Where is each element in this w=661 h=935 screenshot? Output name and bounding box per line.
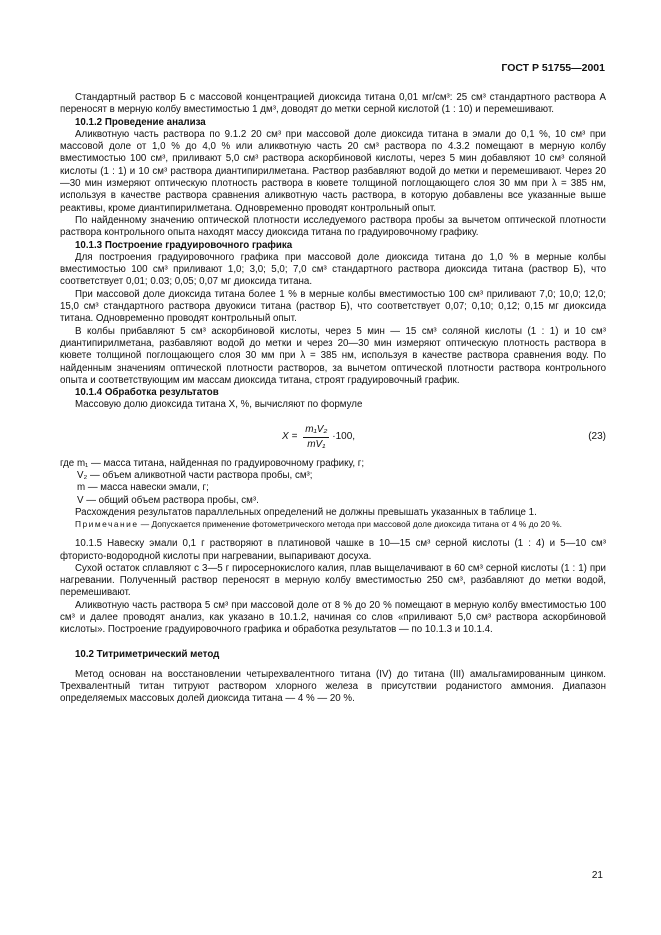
formula-numerator: m₁V₂ [303,424,329,438]
note-label: Примечание [75,519,139,530]
page-number: 21 [591,870,603,881]
formula-tail: ·100, [332,431,356,443]
paragraph: Метод основан на восстановлении четырехвалентного титана (IV) до титана (III) амальгамированным цинком. Трехвалентный титан титруют раствором хлорного железа в присутствии роданистого аммония. Диапазон определяемых массовых долей диоксида титана — 4 % — 20 %. [60,668,606,705]
section-heading: 10.1.3 Построение градуировочного графика [75,239,293,251]
note-text: — Допускается применение фотометрического метода при массовой доле диоксида титана от 4 % до 20 %. [138,519,562,530]
section-heading: 10.1.4 Обработка результатов [75,387,219,399]
formula-fraction [303,424,329,452]
page-content [60,92,606,706]
section-heading: 10.1.2 Проведение анализа [75,116,206,128]
paragraph: Аликвотную часть раствора 5 см³ при массовой доле от 8 % до 20 % помещают в мерную колбу вместимостью 100 см³ и далее проводят анализ, как указано в 10.1.2, начиная со слов «приливают 5,0 см³ раствора аскорбиновой кислоты». Построение градуировочного графика и обработка результатов — по 10.1.3 и 10.1.4. [60,599,606,636]
section-heading: 10.2 Титриметрический метод [75,648,220,660]
definition-line: m — масса навески эмали, г; [77,482,209,494]
paragraph: Аликвотную часть раствора по 9.1.2 20 см³ при массовой доле диоксида титана в эмали до 0,1 %, 10 см³ при массовой доле от 1,0 % до 4,0 % или аликвотную часть 20 см³ раствора по 4.3.2 помещают в мерную колбу вместимостью 100 см³, приливают 5,0 см³ раствора аскорбиновой кислоты, через 5 мин добавляют 10 см³ соляной кислоты (1 : 1) и 10 см³ раствора диантипирилметана. Раствор разбавляют водой до метки и перемешивают. Через 20—30 мин измеряют оптическую плотность раствора в кювете толщиной поглощающего слоя 30 мм при λ = 385 нм, используя в качестве раствора сравнения аликвотную часть раствора, в которую добавлены все указанные выше реактивы, кроме диантипирилметана. Одновременно проводят контрольный опыт. [60,128,606,214]
paragraph: Для построения градуировочного графика при массовой доле диоксида титана до 1,0 % в мерные колбы вместимостью 100 см³ приливают 1,0; 3,0; 5,0; 7,0 см³ стандартного раствора диоксида титана (раствор Б), что соответствует 0,01; 0.03; 0,05; 0,07 мг диоксида титана. [60,251,606,288]
definition-line: V₂ — объем аликвотной части раствора пробы, см³; [77,470,313,482]
formula-lhs: X = [282,431,298,443]
definition-line: где m₁ — масса титана, найденная по градуировочному графику, г; [60,457,365,469]
note [60,519,606,530]
paragraph: По найденному значению оптической плотности исследуемого раствора пробы за вычетом оптической плотности раствора контрольного опыта находят массу диоксида титана по градуировочному графику. [60,214,606,239]
standard-number: ГОСТ Р 51755—2001 [501,62,605,74]
paragraph: 10.1.5 Навеску эмали 0,1 г растворяют в платиновой чашке в 10—15 см³ серной кислоты (1 : 4) и 5—10 см³ фтористо-водородной кислоты при нагревании, выпаривают досуха. [60,538,606,562]
paragraph: Массовую долю диоксида титана X, %, вычисляют по формуле [75,399,363,411]
paragraph: При массовой доле диоксида титана более 1 % в мерные колбы вместимостью 100 см³ приливают 7,0; 10,0; 12,0; 15,0 см³ стандартного раствора двуокиси титана (раствор Б), что соответствует 0,07; 0,10; 0,12; 0,15 мг диоксида титана. Одновременно проводят контрольный опыт. [60,288,606,325]
variable-definitions [60,458,606,507]
paragraph: Стандартный раствор Б с массовой концентрацией диоксида титана 0,01 мг/см³: 25 см³ стандартного раствора А переносят в мерную колбу вместимостью 1 дм³, доводят до метки серной кислотой (1 : 10) и перемешивают. [60,92,606,116]
definition-line: V — общий объем раствора пробы, см³. [77,494,259,506]
paragraph: Расхождения результатов параллельных определений не должны превышать указанных в таблице 1. [75,506,537,518]
formula-denominator: mV₁ [307,439,326,451]
equation-number: (23) [588,430,606,442]
paragraph: В колбы прибавляют 5 см³ аскорбиновой кислоты, через 5 мин — 15 см³ соляной кислоты (1 : 1) и 10 см³ диантипирилметана, разбавляют водой до метки и через 20—30 мин измеряют оптическую плотность раствора в кювете толщиной поглощающего слоя 30 мм при λ = 385 нм, используя в качестве раствора сравнения воду. По найденным значениям оптической плотности растворов, за вычетом оптической плотности раствора контрольного опыта и соответствующим им массам диоксида титана, строят градуировочный график. [60,325,606,386]
paragraph: Сухой остаток сплавляют с 3—5 г пиросернокислого калия, плав выщелачивают в 60 см³ серной кислоты (1 : 1) при нагревании. Полученный раствор переносят в мерную колбу вместимостью 250 см³, разбавляют до метки водой, перемешивают. [60,562,606,599]
formula [60,420,606,458]
